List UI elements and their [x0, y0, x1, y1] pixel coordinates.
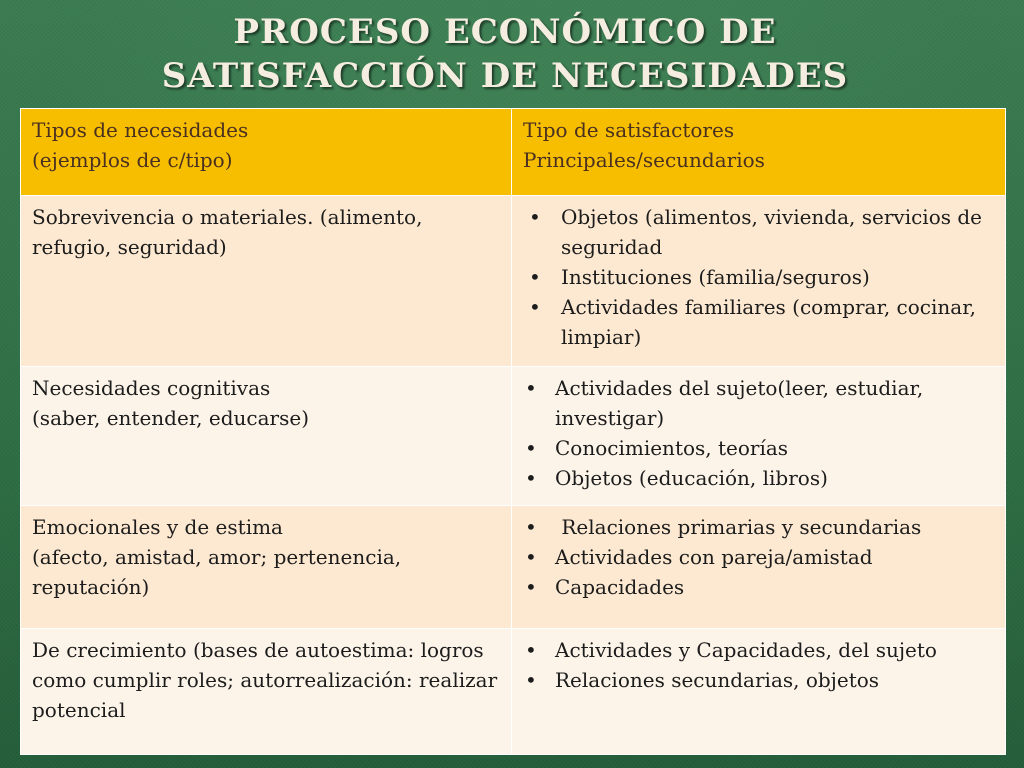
- bullet-icon: •: [525, 545, 537, 569]
- list-item: [523, 262, 995, 292]
- satisfier-text: Objetos (alimentos, vivienda, servicios de seguridad: [561, 205, 982, 259]
- table-row: [21, 196, 1006, 367]
- list-item: [523, 512, 995, 542]
- needs-text: Emocionales y de estima: [32, 515, 283, 539]
- bullet-icon: •: [525, 466, 537, 490]
- needs-text: Necesidades cognitivas: [32, 376, 271, 400]
- header-satisfiers-line-2: Principales/secundarios: [523, 148, 765, 172]
- header-needs-line-1: Tipos de necesidades: [32, 118, 249, 142]
- needs-cell-survival: [21, 196, 512, 367]
- list-item: [523, 542, 995, 572]
- satisfiers-cell-cognitive: [512, 367, 1006, 506]
- list-item: [523, 572, 995, 602]
- needs-cell-emotional: [21, 506, 512, 629]
- table-header-row: [21, 109, 1006, 196]
- list-item: [523, 373, 995, 433]
- table-row: [21, 629, 1006, 755]
- satisfier-text: Conocimientos, teorías: [555, 436, 789, 460]
- needs-cell-cognitive: [21, 367, 512, 506]
- bullet-icon: •: [529, 205, 541, 229]
- satisfiers-cell-emotional: [512, 506, 1006, 629]
- list-item: [523, 202, 995, 262]
- list-item: [523, 463, 995, 493]
- bullet-icon: •: [525, 515, 537, 539]
- satisfiers-list: [523, 202, 995, 352]
- satisfiers-cell-growth: [512, 629, 1006, 755]
- bullet-icon: •: [525, 668, 537, 692]
- bullet-icon: •: [529, 265, 541, 289]
- list-item: [523, 635, 995, 665]
- table-row: [21, 506, 1006, 629]
- slide-title-line-1: PROCESO ECONÓMICO DE: [233, 12, 777, 52]
- needs-text: Sobrevivencia o materiales. (alimento, refugio, seguridad): [32, 205, 423, 259]
- satisfier-text: Actividades y Capacidades, del sujeto: [555, 638, 937, 662]
- needs-table: [20, 108, 1006, 755]
- bullet-icon: •: [525, 575, 537, 599]
- header-needs-line-2: (ejemplos de c/tipo): [32, 148, 233, 172]
- satisfier-text: Instituciones (familia/seguros): [561, 265, 870, 289]
- needs-examples: (afecto, amistad, amor; pertenencia, reputación): [32, 545, 402, 599]
- slide-title: [0, 10, 1010, 98]
- bullet-icon: •: [525, 436, 537, 460]
- satisfiers-cell-survival: [512, 196, 1006, 367]
- satisfier-text: Objetos (educación, libros): [555, 466, 828, 490]
- satisfier-text: Capacidades: [555, 575, 685, 599]
- header-satisfiers-line-1: Tipo de satisfactores: [523, 118, 735, 142]
- satisfier-text: Actividades con pareja/amistad: [555, 545, 873, 569]
- bullet-icon: •: [525, 638, 537, 662]
- list-item: [523, 292, 995, 352]
- needs-cell-growth: [21, 629, 512, 755]
- bullet-icon: •: [525, 376, 537, 400]
- table-row: [21, 367, 1006, 506]
- header-satisfier-types: [512, 109, 1006, 196]
- bullet-icon: •: [529, 295, 541, 319]
- satisfiers-list: [523, 512, 995, 602]
- header-needs-types: [21, 109, 512, 196]
- satisfiers-list: [523, 635, 995, 695]
- needs-text: De crecimiento (bases de autoestima: logros como cumplir roles; autorrealización: realizar potencial: [32, 638, 498, 722]
- satisfiers-list: [523, 373, 995, 493]
- list-item: [523, 433, 995, 463]
- slide-title-line-2: SATISFACCIÓN DE NECESIDADES: [161, 56, 849, 96]
- list-item: [523, 665, 995, 695]
- satisfier-text: Relaciones secundarias, objetos: [555, 668, 880, 692]
- satisfier-text: Actividades familiares (comprar, cocinar, limpiar): [561, 295, 976, 349]
- satisfier-text: Relaciones primarias y secundarias: [555, 515, 922, 539]
- satisfier-text: Actividades del sujeto(leer, estudiar, investigar): [555, 376, 924, 430]
- needs-examples: (saber, entender, educarse): [32, 406, 310, 430]
